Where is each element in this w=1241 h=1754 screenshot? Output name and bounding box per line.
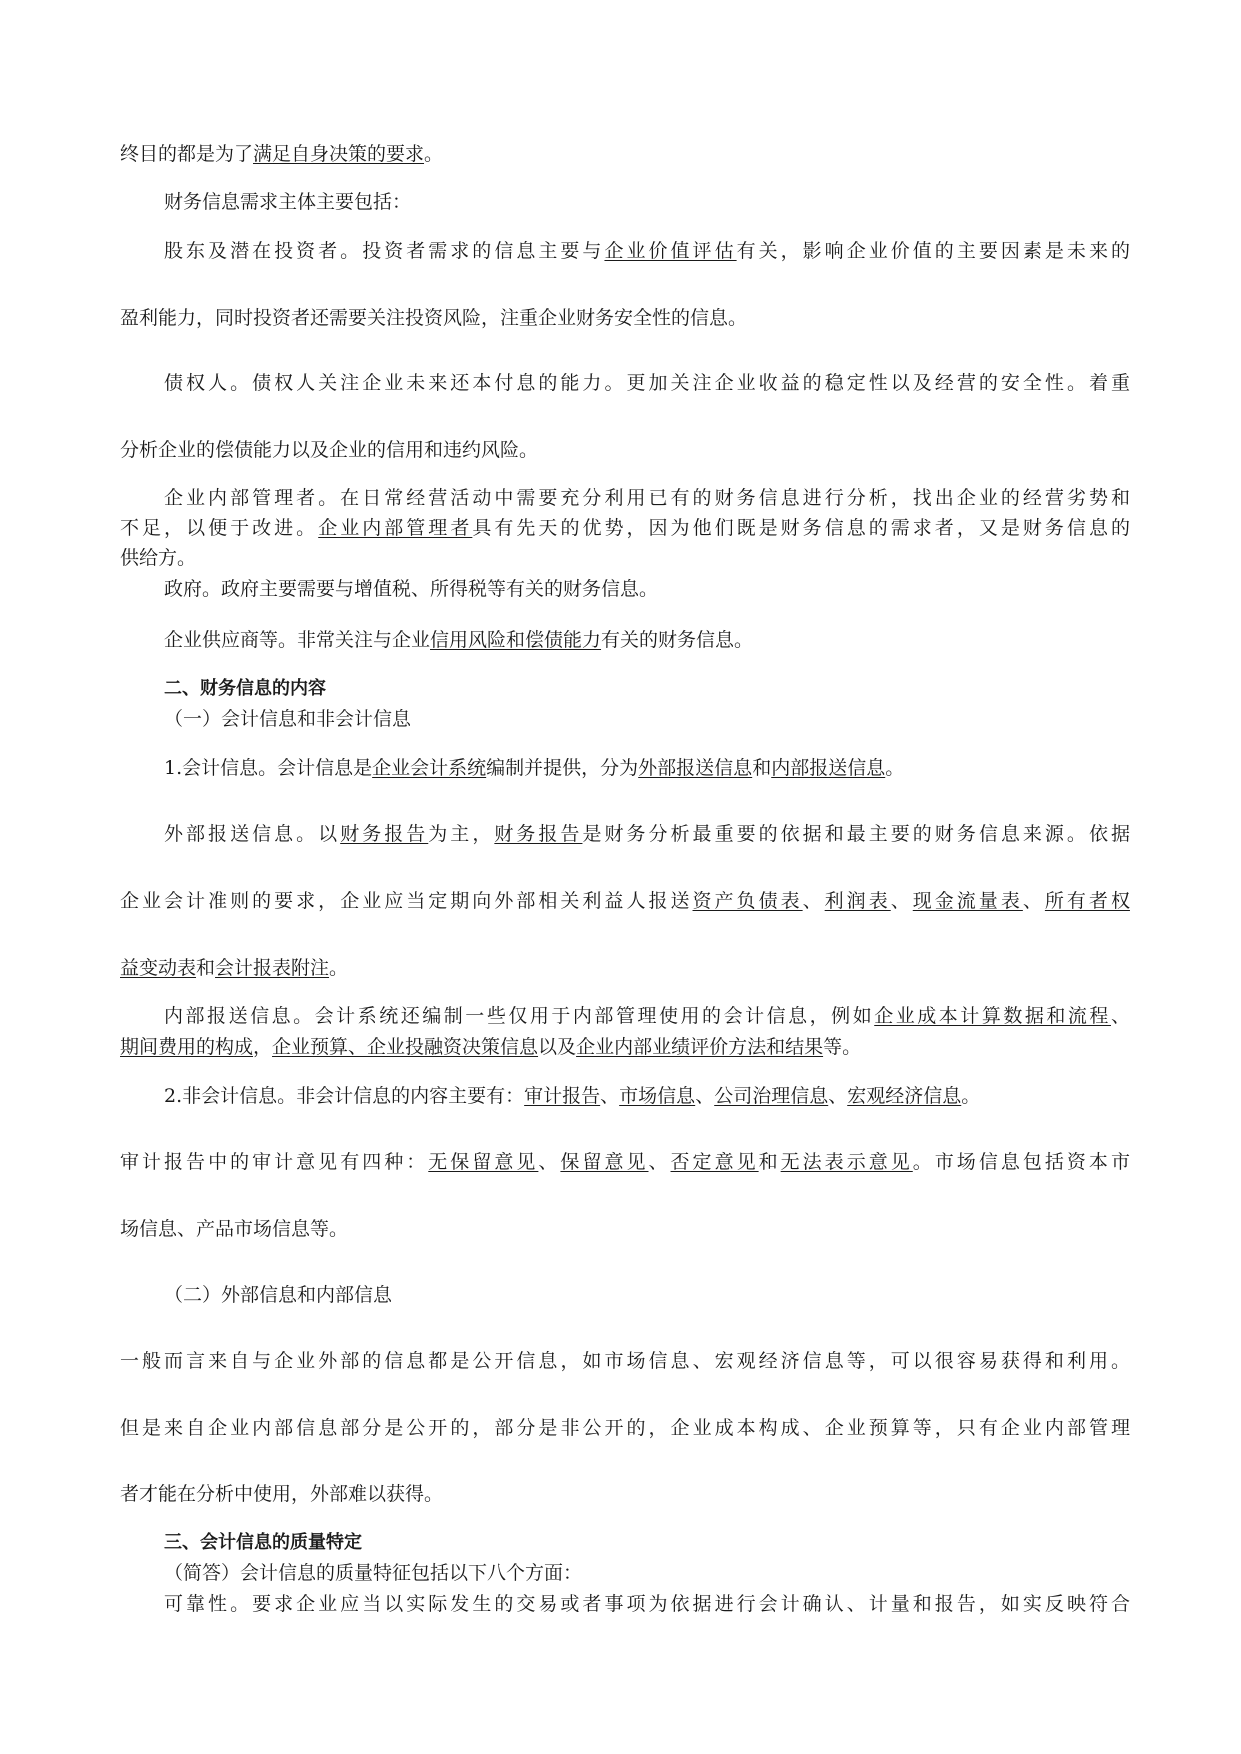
underlined-term: 利润表 bbox=[824, 890, 891, 912]
underlined-term: 企业价值评估 bbox=[604, 240, 737, 262]
text-run: ， bbox=[253, 1036, 273, 1058]
underlined-term: 信用风险和偿债能力 bbox=[430, 629, 602, 651]
text-line bbox=[164, 1003, 1130, 1029]
underlined-term: 财务报告 bbox=[340, 823, 429, 845]
underlined-term: 期间费用的构成 bbox=[120, 1036, 254, 1058]
underlined-term: 现金流量表 bbox=[912, 890, 1023, 912]
section-heading bbox=[164, 676, 1130, 702]
text-line bbox=[164, 1560, 1130, 1586]
text-run: 者才能在分析中使用，外部难以获得。 bbox=[120, 1483, 444, 1505]
text-line bbox=[164, 627, 1130, 653]
text-line bbox=[120, 545, 1130, 571]
text-run: 。 bbox=[329, 957, 349, 979]
text-line bbox=[120, 1149, 1130, 1175]
text-run: 为主， bbox=[428, 823, 495, 845]
underlined-term: 企业预算、企业投融资决策信息 bbox=[272, 1036, 539, 1058]
underlined-term: 益变动表 bbox=[120, 957, 197, 979]
text-line bbox=[120, 955, 1130, 981]
text-run: 企业供应商等。非常关注与企业 bbox=[164, 629, 431, 651]
text-run: （二）外部信息和内部信息 bbox=[164, 1284, 393, 1306]
text-run: 二、财务信息的内容 bbox=[164, 678, 326, 699]
underlined-term: 公司治理信息 bbox=[714, 1085, 829, 1107]
underlined-term: 市场信息 bbox=[619, 1085, 696, 1107]
text-run: 、 bbox=[538, 1151, 561, 1173]
text-run: 等。 bbox=[823, 1036, 862, 1058]
text-run: 股东及潜在投资者。投资者需求的信息主要与 bbox=[164, 240, 605, 262]
text-line bbox=[164, 238, 1130, 264]
text-run: 2.非会计信息。非会计信息的内容主要有： bbox=[164, 1085, 525, 1107]
text-line bbox=[164, 370, 1130, 396]
text-run: 、 bbox=[828, 1085, 848, 1107]
text-run: 企业内部管理者。在日常经营活动中需要充分利用已有的财务信息进行分析，找出企业的经营劣势和 bbox=[164, 487, 1130, 509]
text-run: 有关的财务信息。 bbox=[601, 629, 754, 651]
text-run: 盈利能力，同时投资者还需要关注投资风险，注重企业财务安全性的信息。 bbox=[120, 307, 748, 329]
text-run: 可靠性。要求企业应当以实际发生的交易或者事项为依据进行会计确认、计量和报告，如实反映符合 bbox=[164, 1593, 1130, 1615]
text-run: 。 bbox=[885, 757, 905, 779]
text-run: 但是来自企业内部信息部分是公开的，部分是非公开的，企业成本构成、企业预算等，只有企业内部管理 bbox=[120, 1417, 1130, 1439]
text-line bbox=[120, 1481, 1130, 1507]
text-run: 外部报送信息。以 bbox=[164, 823, 341, 845]
text-line bbox=[164, 1591, 1130, 1617]
text-line bbox=[164, 576, 1130, 602]
text-line bbox=[120, 1415, 1130, 1441]
text-line bbox=[164, 189, 1130, 215]
text-run: 政府。政府主要需要与增值税、所得税等有关的财务信息。 bbox=[164, 578, 659, 600]
text-line bbox=[164, 1083, 1130, 1109]
text-line bbox=[164, 1282, 1130, 1308]
text-run: 、 bbox=[1022, 890, 1045, 912]
text-run: 和 bbox=[196, 957, 216, 979]
section-heading bbox=[164, 1530, 1130, 1556]
text-run: 、 bbox=[890, 890, 913, 912]
underlined-term: 内部报送信息 bbox=[771, 757, 886, 779]
text-run: 分析企业的偿债能力以及企业的信用和违约风险。 bbox=[120, 439, 539, 461]
text-run: 三、会计信息的质量特定 bbox=[164, 1532, 362, 1553]
underlined-term: 企业会计系统 bbox=[372, 757, 487, 779]
underlined-term: 宏观经济信息 bbox=[847, 1085, 962, 1107]
text-run: 有关，影响企业价值的主要因素是未来的 bbox=[736, 240, 1130, 262]
underlined-term: 满足自身决策的要求 bbox=[253, 143, 425, 165]
text-run: 、 bbox=[802, 890, 825, 912]
text-run: 。 bbox=[961, 1085, 981, 1107]
underlined-term: 企业内部业绩评价方法和结果 bbox=[576, 1036, 824, 1058]
underlined-term: 企业内部管理者 bbox=[318, 517, 473, 539]
text-line bbox=[120, 1034, 1130, 1060]
text-run: 内部报送信息。会计系统还编制一些仅用于内部管理使用的会计信息，例如 bbox=[164, 1005, 875, 1027]
text-line bbox=[120, 305, 1130, 331]
text-run: 。市场信息包括资本市 bbox=[912, 1151, 1130, 1173]
text-line bbox=[164, 755, 1130, 781]
underlined-term: 无保留意见 bbox=[428, 1151, 539, 1173]
text-run: 一般而言来自与企业外部的信息都是公开信息，如市场信息、宏观经济信息等，可以很容易获得和利用。 bbox=[120, 1350, 1130, 1372]
text-line bbox=[120, 1216, 1130, 1242]
underlined-term: 财务报告 bbox=[494, 823, 583, 845]
underlined-term: 企业成本计算数据和流程 bbox=[874, 1005, 1111, 1027]
text-run: 和 bbox=[758, 1151, 781, 1173]
text-run: 财务信息需求主体主要包括： bbox=[164, 191, 412, 213]
underlined-term: 会计报表附注 bbox=[215, 957, 330, 979]
text-line bbox=[120, 437, 1130, 463]
text-run: 终目的都是为了 bbox=[120, 143, 254, 165]
text-run: 和 bbox=[752, 757, 772, 779]
text-run: 场信息、产品市场信息等。 bbox=[120, 1218, 349, 1240]
text-run: 是财务分析最重要的依据和最主要的财务信息来源。依据 bbox=[582, 823, 1130, 845]
text-run: 不足，以便于改进。 bbox=[120, 517, 319, 539]
underlined-term: 保留意见 bbox=[560, 1151, 649, 1173]
text-line bbox=[120, 515, 1130, 541]
text-run: 具有先天的优势，因为他们既是财务信息的需求者，又是财务信息的 bbox=[472, 517, 1130, 539]
text-line bbox=[164, 485, 1130, 511]
text-run: 债权人。债权人关注企业未来还本付息的能力。更加关注企业收益的稳定性以及经营的安全性。着重 bbox=[164, 372, 1130, 394]
text-line bbox=[120, 141, 1130, 167]
text-line bbox=[120, 888, 1130, 914]
text-run: 。 bbox=[424, 143, 444, 165]
text-run: 、 bbox=[600, 1085, 620, 1107]
text-line bbox=[120, 1348, 1130, 1374]
underlined-term: 所有者权 bbox=[1044, 890, 1130, 912]
text-run: 以及 bbox=[538, 1036, 577, 1058]
text-run: 供给方。 bbox=[120, 547, 197, 569]
text-run: （简答）会计信息的质量特征包括以下八个方面： bbox=[164, 1562, 583, 1584]
underlined-term: 外部报送信息 bbox=[638, 757, 753, 779]
text-run: 、 bbox=[695, 1085, 715, 1107]
text-line bbox=[164, 706, 1130, 732]
text-run: 编制并提供，分为 bbox=[486, 757, 639, 779]
text-run: 、 bbox=[648, 1151, 671, 1173]
text-run: 、 bbox=[1110, 1005, 1130, 1027]
underlined-term: 审计报告 bbox=[524, 1085, 601, 1107]
underlined-term: 资产负债表 bbox=[692, 890, 803, 912]
underlined-term: 无法表示意见 bbox=[780, 1151, 913, 1173]
text-line bbox=[164, 821, 1130, 847]
text-run: 审计报告中的审计意见有四种： bbox=[120, 1151, 429, 1173]
text-run: 企业会计准则的要求，企业应当定期向外部相关利益人报送 bbox=[120, 890, 693, 912]
underlined-term: 否定意见 bbox=[670, 1151, 759, 1173]
text-run: （一）会计信息和非会计信息 bbox=[164, 708, 412, 730]
text-run: 1.会计信息。会计信息是 bbox=[164, 757, 373, 779]
